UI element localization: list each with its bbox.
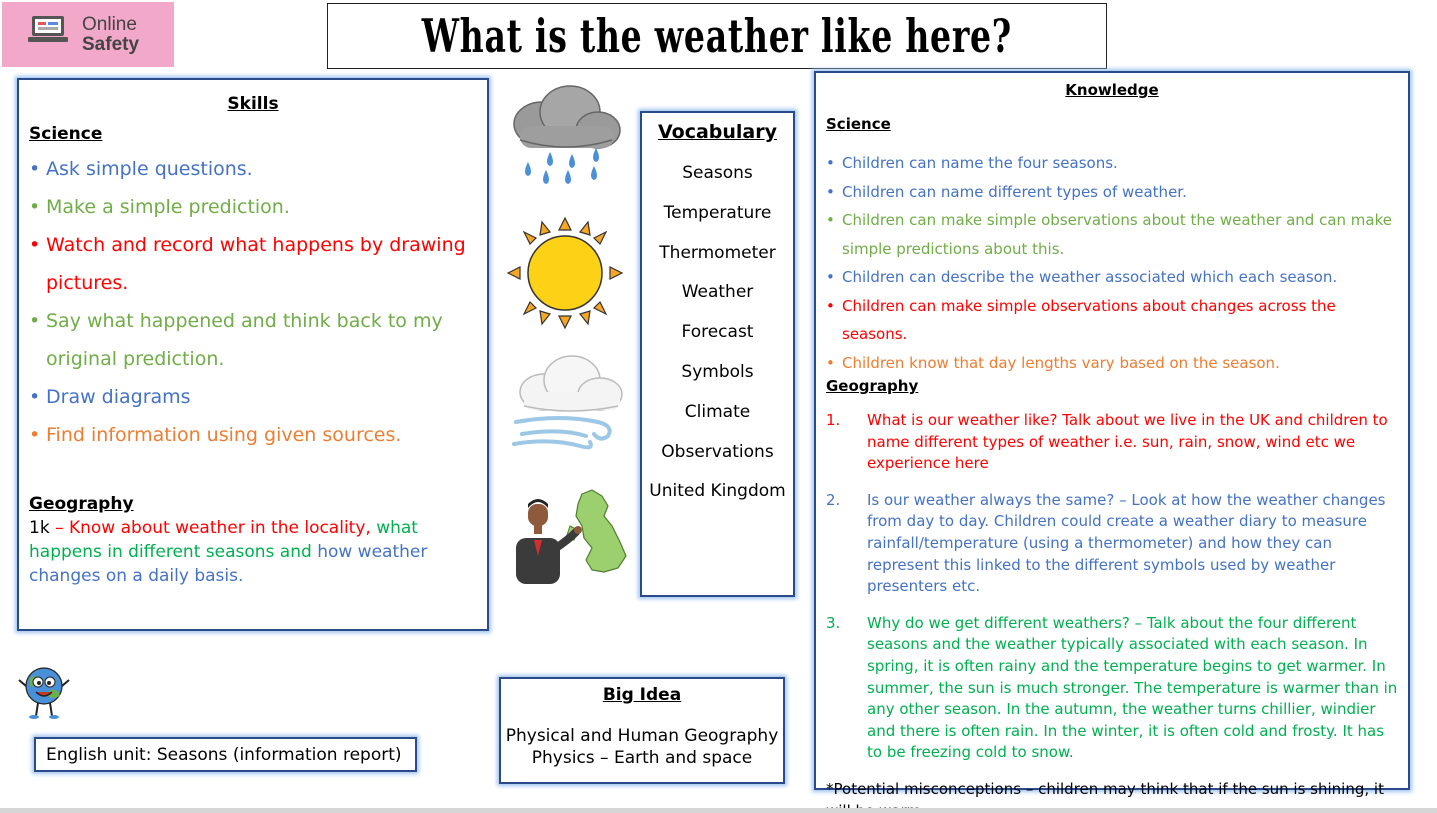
title-box xyxy=(327,3,1107,69)
online-safety-logo xyxy=(2,2,174,67)
skills-geography-text xyxy=(29,516,477,588)
geography-item xyxy=(826,410,1398,475)
knowledge-panel xyxy=(814,71,1410,798)
geography-item-number: 3. xyxy=(826,613,841,632)
misconception-note: *Potential misconceptions – children may think that if the sun is shining, it xyxy=(826,779,1384,798)
vocabulary-word: Climate xyxy=(684,401,751,422)
big-idea-line2: Physics – Earth and space xyxy=(531,748,753,768)
footer-divider xyxy=(0,808,1437,813)
skills-item: • Draw diagrams xyxy=(29,378,477,416)
knowledge-item: • Children can make simple observations about changes across the seasons. xyxy=(826,292,1398,349)
geography-part1: – Know about weather in the locality, xyxy=(49,518,371,538)
geography-item-text: Why do we get different weathers? – Talk about the four different seasons and the weather typically associated with each season. In spring, it is often rainy and the temperature begins to get warmer. In summer, the sun is much stronger. The temperature is warmer than in any other season. In the autumn, the weather turns chillier, windier and there is often rain. In the winter, it is often cold and frosty. It has to be freezing cold to snow. xyxy=(867,613,1398,762)
vocabulary-word: Forecast xyxy=(681,322,754,343)
knowledge-item: • Children can name the four seasons. xyxy=(826,149,1398,178)
wind-cloud-icon xyxy=(510,352,628,452)
laptop-icon xyxy=(28,15,68,43)
vocabulary-panel xyxy=(640,111,795,597)
sun-icon xyxy=(506,216,624,330)
vocabulary-word: Weather xyxy=(681,282,754,303)
logo-text-safety: Safety xyxy=(82,34,140,55)
knowledge-geography-list xyxy=(826,410,1398,764)
knowledge-science-list xyxy=(826,149,1398,377)
geography-item-number: 1. xyxy=(826,411,841,429)
vocabulary-word: Observations xyxy=(661,441,774,462)
skills-science-heading: Science xyxy=(29,124,103,144)
weather-presenter-icon xyxy=(512,486,632,586)
geography-part2: what happens in different seasons and xyxy=(29,518,418,562)
geography-item xyxy=(826,490,1398,598)
vocabulary-list xyxy=(642,153,793,511)
geography-item-text: Is our weather always the same? – Look at how the weather changes from day to day. Children could create a weather diary to measure rainfall/temperature (using a thermometer) and how they can represent this linked to the different symbols used by weather presenters etc. xyxy=(867,490,1386,596)
vocabulary-word: Temperature xyxy=(663,202,772,223)
geography-code: 1k xyxy=(29,518,50,538)
knowledge-heading: Knowledge xyxy=(1065,81,1159,99)
geography-item-text: What is our weather like? Talk about we live in the UK and children to name different types of weather i.e. sun, rain, snow, wind etc we experience here xyxy=(867,411,1388,473)
skills-panel xyxy=(17,78,489,631)
big-idea-heading: Big Idea xyxy=(602,685,682,705)
vocabulary-word: Seasons xyxy=(682,163,753,183)
geography-item-number: 2. xyxy=(826,490,841,509)
skills-item: • Say what happened and think back to my original prediction. xyxy=(29,302,477,378)
skills-science-list xyxy=(29,150,477,454)
vocabulary-word: Symbols xyxy=(681,361,754,382)
skills-item: • Find information using given sources. xyxy=(29,416,477,454)
geography-part3: how weather changes on a daily basis. xyxy=(29,542,428,586)
big-idea-panel xyxy=(499,677,785,784)
skills-item: • Make a simple prediction. xyxy=(29,188,477,226)
knowledge-science-heading: Science xyxy=(826,115,891,133)
english-unit-box: English unit: Seasons (information report) xyxy=(34,737,417,772)
rain-cloud-icon xyxy=(506,82,624,186)
page-title: What is the weather like here? xyxy=(421,9,1013,63)
skills-item: • Watch and record what happens by drawing pictures. xyxy=(29,226,477,302)
logo-text-online: Online xyxy=(82,14,137,35)
knowledge-item: • Children know that day lengths vary based on the season. xyxy=(826,349,1398,378)
big-idea-line1: Physical and Human Geography xyxy=(505,726,779,746)
vocabulary-word: United Kingdom xyxy=(649,481,786,502)
geography-item xyxy=(826,613,1398,764)
skills-heading: Skills xyxy=(227,94,279,114)
vocabulary-heading: Vocabulary xyxy=(657,121,778,143)
vocabulary-word: Thermometer xyxy=(659,242,776,263)
skills-geography-heading: Geography xyxy=(29,494,134,514)
earth-mascot-icon xyxy=(16,660,76,720)
skills-item: • Ask simple questions. xyxy=(29,150,477,188)
knowledge-item: • Children can make simple observations about the weather and can make simple predictions about this. xyxy=(826,206,1398,263)
knowledge-item: • Children can name different types of weather. xyxy=(826,178,1398,207)
knowledge-item: • Children can describe the weather associated which each season. xyxy=(826,263,1398,292)
knowledge-geography-heading: Geography xyxy=(826,377,919,395)
